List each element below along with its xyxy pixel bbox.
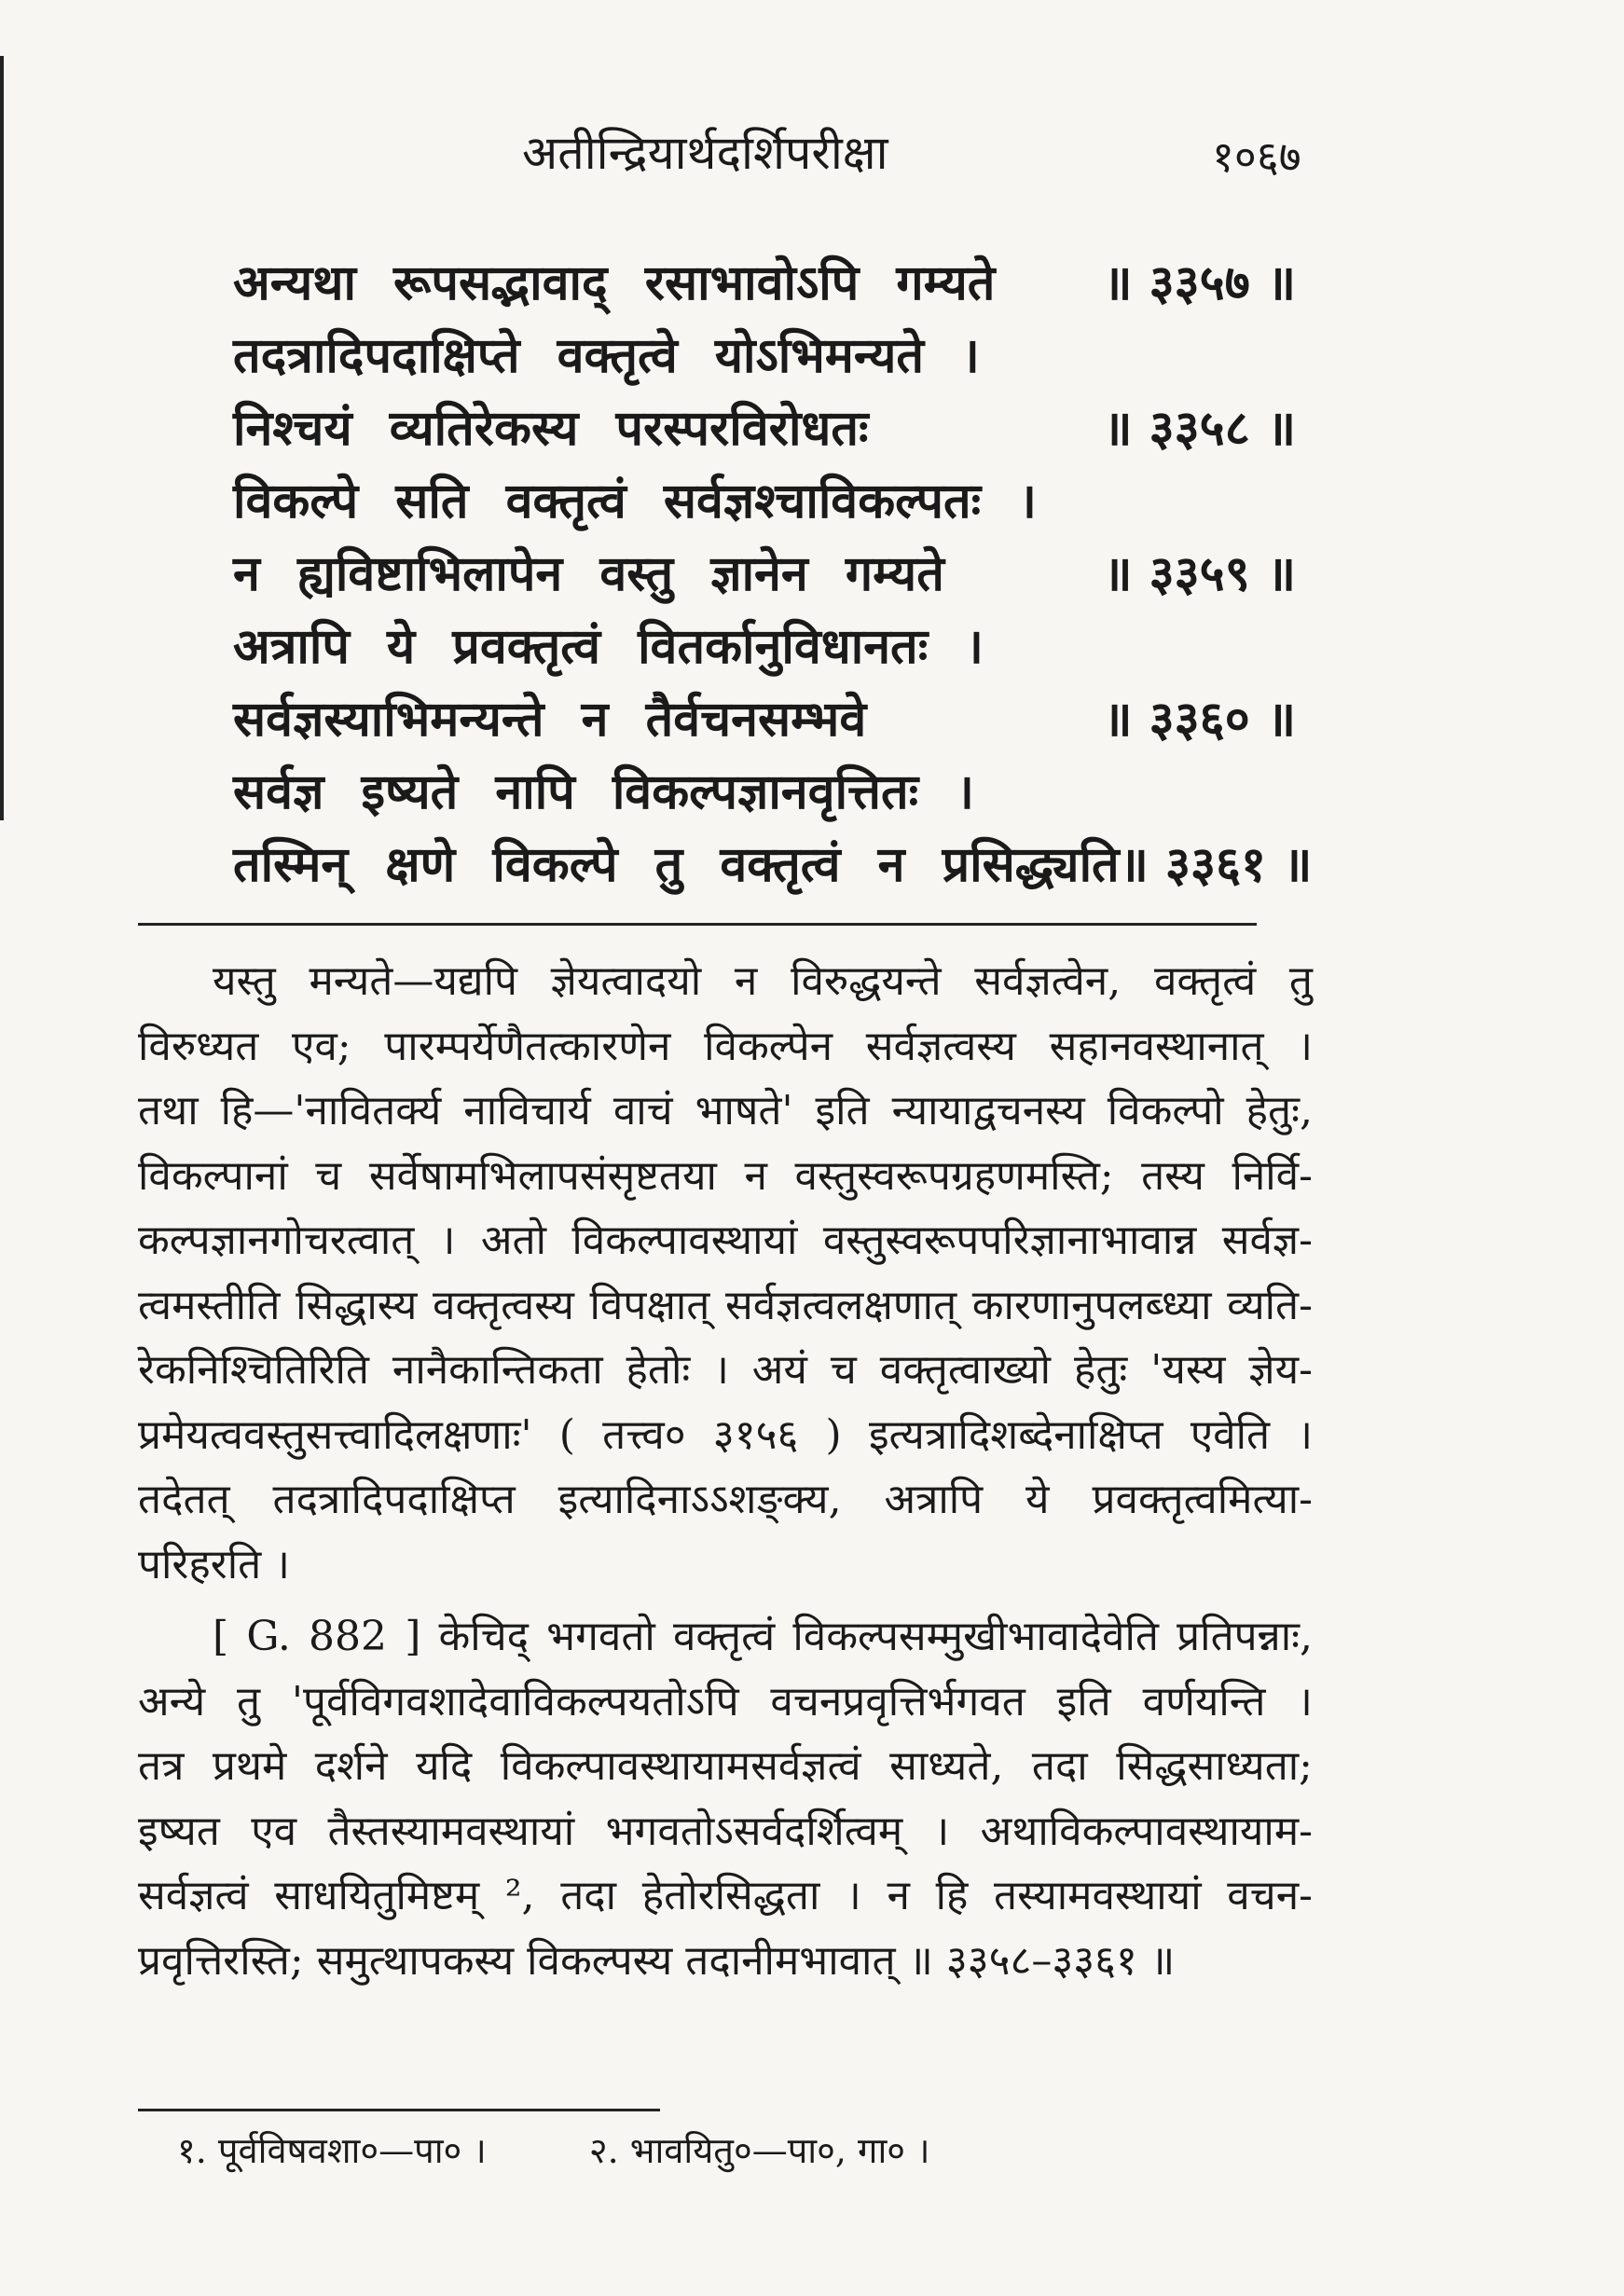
verse-text: सर्वज्ञस्याभिमन्यन्ते न तैर्वचनसम्भवे bbox=[233, 690, 867, 748]
commentary-line: विकल्पानां च सर्वेषामभिलापसंसृष्टतया न वस्तुस्वरूपग्रहणमस्ति; तस्य निर्वि- bbox=[138, 1151, 1313, 1200]
verse-line bbox=[233, 753, 1296, 826]
verse-text: अत्रापि ये प्रवक्तृत्वं वितर्कानुविधानतः । bbox=[233, 617, 984, 675]
page-number: १०६७ bbox=[1212, 131, 1301, 182]
verse-divider-rule bbox=[138, 923, 1257, 926]
verse-text: निश्चयं व्यतिरेकस्य परस्परविरोधतः bbox=[233, 399, 869, 457]
verse-line bbox=[233, 390, 1296, 462]
commentary-paragraph bbox=[138, 949, 1313, 1597]
commentary bbox=[138, 949, 1313, 1993]
commentary-line: तत्र प्रथमे दर्शने यदि विकल्पावस्थायामसर्वज्ञत्वं साध्यते, तदा सिद्धसाध्यता; bbox=[138, 1742, 1313, 1790]
commentary-line: इष्यत एव तैस्तस्यामवस्थायां भगवतोऽसर्वदर्शित्वम् । अथाविकल्पावस्थायाम- bbox=[138, 1807, 1313, 1855]
verse-line bbox=[233, 826, 1313, 899]
commentary-line: सर्वज्ञत्वं साधयितुमिष्टम् ², तदा हेतोरसिद्धता । न हि तस्यामवस्थायां वचन- bbox=[138, 1872, 1313, 1919]
commentary-line: रेकनिश्चितिरिति नानैकान्तिकता हेतोः । अयं च वक्तृत्वाख्यो हेतुः 'यस्य ज्ञेय- bbox=[138, 1346, 1313, 1394]
verse-line bbox=[233, 608, 1296, 681]
verse-text: तस्मिन् क्षणे विकल्पे तु वक्तृत्वं न प्रसिद्ध्यति bbox=[233, 835, 1120, 893]
verse-number: ॥ ३३६१ ॥ bbox=[1119, 835, 1313, 893]
commentary-line: तथा हि—'नावितर्क्य नाविचार्य वाचं भाषते' इति न्यायाद्वचनस्य विकल्पो हेतुः, bbox=[138, 1087, 1313, 1134]
commentary-line: कल्पज्ञानगोचरत्वात् । अतो विकल्पावस्थायां वस्तुस्वरूपपरिज्ञानाभावान्न सर्वज्ञ- bbox=[138, 1217, 1313, 1264]
commentary-line: प्रमेयत्ववस्तुसत्त्वादिलक्षणाः' ( तत्त्व० ३१५६ ) इत्यत्रादिशब्देनाक्षिप्त एवेति । bbox=[138, 1410, 1313, 1459]
verse-number: ॥ ३३५८ ॥ bbox=[1103, 399, 1296, 457]
verse-number: ॥ ३३५९ ॥ bbox=[1103, 544, 1296, 602]
verse-line bbox=[233, 681, 1296, 753]
commentary-line: परिहरति । bbox=[138, 1540, 290, 1588]
verse-number: ॥ ३३६० ॥ bbox=[1103, 690, 1296, 748]
running-title: अतीन्द्रियार्थदर्शिपरीक्षा bbox=[522, 126, 888, 180]
footnote-rule bbox=[138, 2109, 660, 2111]
commentary-line: [ G. 882 ] केचिद् भगवतो वक्तृत्वं विकल्पसम्मुखीभावादेवेति प्रतिपन्नाः, bbox=[213, 1613, 1313, 1660]
verse-text: सर्वज्ञ इष्यते नापि विकल्पज्ञानवृत्तितः । bbox=[233, 763, 974, 820]
commentary-paragraph bbox=[138, 1604, 1313, 1993]
verse-text: अन्यथा रूपसद्भावाद् रसाभावोऽपि गम्यते bbox=[233, 254, 996, 311]
commentary-line: त्वमस्तीति सिद्धास्य वक्तृत्वस्य विपक्षात् सर्वज्ञत्वलक्षणात् कारणानुपलब्ध्या व्यति- bbox=[138, 1281, 1313, 1329]
commentary-line: विरुध्यत एव; पारम्पर्येणैतत्कारणेन विकल्पेन सर्वज्ञत्वस्य सहानवस्थानात् । bbox=[138, 1022, 1313, 1070]
verse-text: तदत्रादिपदाक्षिप्ते वक्तृत्वे योऽभिमन्यते । bbox=[233, 326, 980, 384]
commentary-line: तदेतत् तदत्रादिपदाक्षिप्त इत्यादिनाऽऽशङ्क्य, अत्रापि ये प्रवक्तृत्वमित्या- bbox=[138, 1476, 1313, 1523]
footnotes bbox=[177, 2125, 1033, 2174]
footnote: २. भावयितु०—पा०, गा० । bbox=[588, 2130, 930, 2171]
verse-block bbox=[233, 244, 1313, 899]
footnote: १. पूर्वविषवशा०—पा० । bbox=[177, 2130, 487, 2171]
verse-line bbox=[233, 535, 1296, 608]
verse-line bbox=[233, 462, 1296, 535]
verse-line bbox=[233, 317, 1296, 390]
verse-text: विकल्पे सति वक्तृत्वं सर्वज्ञश्चाविकल्पतः । bbox=[233, 472, 1037, 529]
verse-line bbox=[233, 244, 1296, 317]
commentary-line: अन्ये तु 'पूर्वविगवशादेवाविकल्पयतोऽपि वचनप्रवृत्तिर्भगवत इति वर्णयन्ति । bbox=[138, 1677, 1313, 1725]
verse-number: ॥ ३३५७ ॥ bbox=[1103, 254, 1296, 311]
page-header bbox=[0, 110, 1624, 194]
commentary-line: यस्तु मन्यते—यद्यपि ज्ञेयत्वादयो न विरुद्धयन्ते सर्वज्ञत्वेन, वक्तृत्वं तु bbox=[213, 957, 1313, 1005]
commentary-line: प्रवृत्तिरस्ति; समुत्थापकस्य विकल्पस्य तदानीमभावात् ॥ ३३५८–३३६१ ॥ bbox=[138, 1936, 1176, 1985]
verse-text: न ह्यविष्टाभिलापेन वस्तु ज्ञानेन गम्यते bbox=[233, 544, 944, 602]
